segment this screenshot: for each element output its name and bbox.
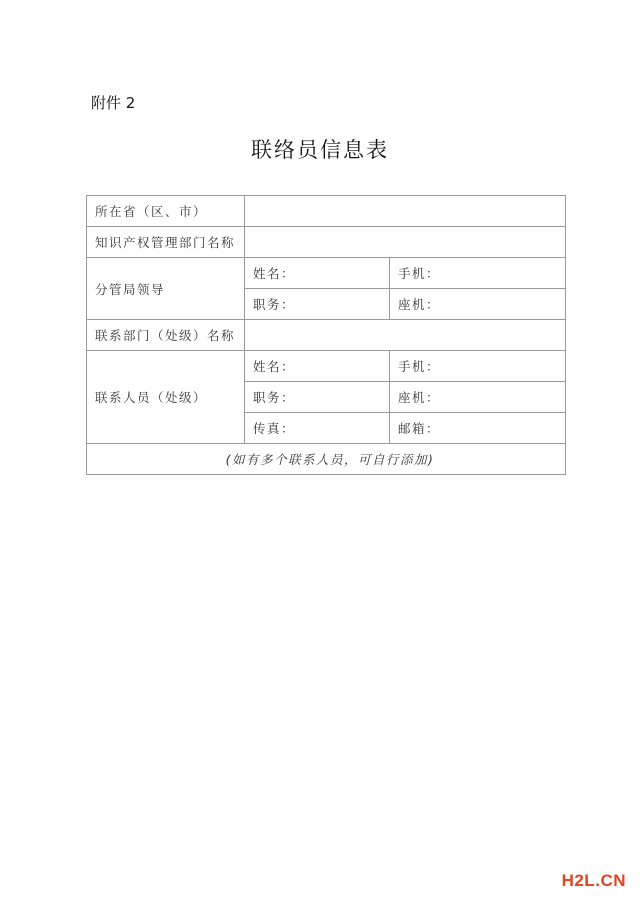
contact-name-field[interactable]: 姓名： bbox=[245, 351, 390, 382]
province-value[interactable] bbox=[245, 196, 566, 227]
page-title: 联络员信息表 bbox=[251, 138, 389, 162]
leader-label: 分管局领导 bbox=[87, 258, 245, 320]
ip-dept-value[interactable] bbox=[245, 227, 566, 258]
contact-email-field[interactable]: 邮箱： bbox=[390, 413, 566, 444]
table-row-note bbox=[87, 444, 566, 475]
contact-fax-field[interactable]: 传真： bbox=[245, 413, 390, 444]
contact-dept-value[interactable] bbox=[245, 320, 566, 351]
note-cell bbox=[87, 444, 566, 475]
contact-mobile-field[interactable]: 手机： bbox=[390, 351, 566, 382]
add-more-note: (如有多个联系人员，可自行添加) bbox=[225, 452, 435, 467]
contact-person-label: 联系人员（处级） bbox=[87, 351, 245, 444]
ip-dept-label: 知识产权管理部门名称 bbox=[87, 227, 245, 258]
leader-position-field[interactable]: 职务： bbox=[245, 289, 390, 320]
table-row-leader-1 bbox=[87, 258, 566, 289]
leader-phone-field[interactable]: 座机： bbox=[390, 289, 566, 320]
watermark-tld: CN bbox=[600, 871, 626, 890]
table-row-contact-dept bbox=[87, 320, 566, 351]
watermark-dot: . bbox=[595, 871, 601, 890]
site-watermark bbox=[562, 871, 626, 891]
table-row-contact-1 bbox=[87, 351, 566, 382]
contact-phone-field[interactable]: 座机： bbox=[390, 382, 566, 413]
table-row-ip-dept bbox=[87, 227, 566, 258]
contact-position-field[interactable]: 职务： bbox=[245, 382, 390, 413]
watermark-brand: H2L bbox=[561, 871, 596, 890]
leader-mobile-field[interactable]: 手机： bbox=[390, 258, 566, 289]
table-row-province bbox=[87, 196, 566, 227]
contact-info-table bbox=[86, 195, 566, 475]
leader-name-field[interactable]: 姓名： bbox=[245, 258, 390, 289]
contact-dept-label: 联系部门（处级）名称 bbox=[87, 320, 245, 351]
attachment-label: 附件 2 bbox=[91, 94, 136, 112]
province-label: 所在省（区、市） bbox=[87, 196, 245, 227]
